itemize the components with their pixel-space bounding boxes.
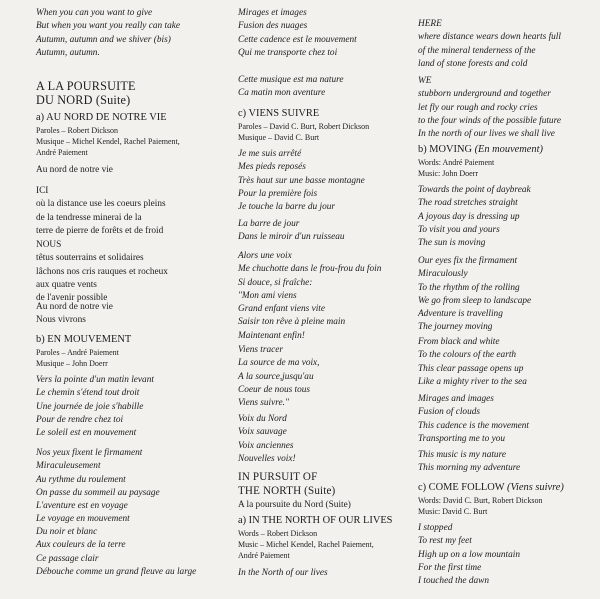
text-line: Musique – David C. Burt — [238, 133, 320, 143]
text-line: A LA POURSUITE — [36, 79, 136, 93]
text-line: Nouvelles voix! — [238, 453, 296, 464]
text-line: Music: John Doerr — [418, 169, 478, 179]
verse — [238, 413, 296, 466]
text-line: This clear passage opens up — [418, 363, 524, 374]
text-line: let fly our rough and rocky cries — [418, 102, 538, 113]
text-line: In the North of our lives — [238, 568, 328, 578]
text-line: HERE — [418, 19, 442, 29]
text-line: "Mon ami viens — [238, 290, 297, 301]
verse — [238, 74, 344, 101]
text-line: Le chemin s'étend tout droit — [36, 388, 140, 399]
text-line: Ca matin mon aventure — [238, 88, 326, 99]
text-line: This cadence is the movement — [418, 420, 530, 431]
verse — [418, 336, 527, 389]
text-line: WE — [418, 76, 432, 86]
text-line: Autumn, autumn. — [36, 47, 100, 58]
song-heading-line — [418, 143, 543, 156]
text-line: Mirages et images — [238, 8, 307, 18]
song-heading — [418, 481, 564, 494]
text-line: Miraculously — [418, 269, 468, 280]
section-title-en — [238, 471, 335, 498]
text-line: lâchons nos cris rauques et rocheux — [36, 266, 168, 277]
verse — [36, 164, 113, 177]
text-line: Je touche la barre du jour — [238, 202, 335, 213]
verse — [36, 239, 168, 305]
text-line: Autumn, autumn and we shiver (bis) — [36, 34, 171, 45]
verse — [238, 344, 320, 410]
text-line: To the rhythm of the rolling — [418, 282, 520, 293]
text-line: To rest my feet — [418, 536, 472, 547]
text-line: land of stone forests and cold — [418, 58, 528, 69]
text-line: Adventure is travelling — [418, 309, 503, 320]
text-line: Débouche comme un grand fleuve au large — [36, 566, 197, 577]
text-line: THE NORTH (Suite) — [238, 484, 336, 497]
text-line: Dans le miroir d'un ruisseau — [238, 232, 345, 243]
text-line: Si douce, si fraîche: — [238, 277, 313, 288]
text-line: Musique – John Doerr — [36, 359, 108, 369]
text-line: Cette cadence est le mouvement — [238, 34, 357, 45]
text-line: Je me suis arrêté — [238, 149, 302, 159]
song-heading — [36, 333, 131, 346]
text-line: Saisir ton rêve à pleine main — [238, 317, 346, 328]
text-line: A joyous day is dressing up — [418, 211, 520, 222]
text-line: Paroles – André Paiement — [36, 348, 119, 357]
text-line: Coeur de nous tous — [238, 384, 311, 395]
song-heading-text: a) AU NORD DE NOTRE VIE — [36, 112, 167, 123]
text-line: André Paiement — [36, 148, 88, 158]
song-heading-subtitle: (Viens suivre) — [507, 482, 564, 493]
song-heading-subtitle: (En mouvement) — [474, 144, 543, 155]
text-line: Une journée de joie s'habille — [36, 401, 144, 412]
text-line: Paroles – David C. Burt, Robert Dickson — [238, 122, 370, 131]
text-line: High up on a low mountain — [418, 549, 521, 560]
text-line: Le soleil est en mouvement — [36, 428, 137, 439]
song-heading-text: c) VIENS SUIVRE — [238, 108, 320, 119]
text-line: Très haut sur une basse montagne — [238, 175, 365, 186]
text-line: Transporting me to you — [418, 433, 506, 444]
text-line: André Paiement — [238, 551, 290, 561]
song-heading — [238, 514, 392, 527]
song-credits — [36, 125, 180, 158]
verse-autumn — [36, 7, 180, 60]
verse — [238, 7, 357, 60]
verse — [36, 526, 196, 579]
text-line: On passe du sommeil au paysage — [36, 487, 160, 498]
verse — [418, 184, 531, 250]
text-line: terre de pierre de forêts et de froid — [36, 225, 164, 236]
text-line: The road stretches straight — [418, 198, 518, 209]
text-line: Fusion of clouds — [418, 407, 480, 418]
text-line: to the four winds of the possible future — [418, 115, 561, 126]
text-line: Words: David C. Burt, Robert Dickson — [418, 496, 543, 505]
text-line: Mirages and images — [418, 394, 494, 404]
section-subtitle-text: A la poursuite du Nord (Suite) — [238, 500, 351, 510]
text-line: Alors une voix — [238, 251, 292, 261]
verse — [238, 567, 328, 580]
text-line: ICI — [36, 186, 49, 196]
text-line: Nos yeux fixent le firmament — [36, 448, 143, 458]
song-credits — [238, 121, 369, 143]
text-line: Me chuchotte dans le frou-frou du foin — [238, 264, 382, 275]
song-credits — [418, 495, 542, 517]
text-line: Towards the point of daybreak — [418, 185, 531, 195]
verse — [36, 185, 166, 238]
text-line: Cette musique est ma nature — [238, 75, 344, 85]
text-line: of the mineral tenderness of the — [418, 45, 536, 56]
text-line: We go from sleep to landscape — [418, 295, 532, 306]
text-line: Music: David C. Burt — [418, 507, 488, 517]
song-heading-line — [418, 481, 564, 494]
text-line: For the first time — [418, 562, 482, 573]
verse — [418, 449, 520, 476]
verse — [238, 250, 381, 343]
text-line: de la tendresse minerai de la — [36, 212, 142, 223]
text-line: Au nord de notre vie — [36, 302, 113, 312]
text-line: Voix anciennes — [238, 440, 294, 451]
song-credits — [36, 347, 119, 369]
verse — [418, 522, 520, 588]
text-line: This music is my nature — [418, 450, 506, 460]
text-line: Miraculeusement — [36, 461, 101, 472]
verse — [418, 75, 561, 141]
text-line: The sun is moving — [418, 238, 486, 249]
text-line: où la distance use les coeurs pleins — [36, 199, 166, 210]
verse — [418, 393, 529, 446]
verse — [36, 447, 160, 527]
text-line: Viens tracer — [238, 345, 284, 355]
text-line: A la source,jusqu'au — [238, 371, 314, 382]
text-line: Music – Michel Kendel, Rachel Paiement, — [238, 540, 374, 550]
song-heading-text: a) IN THE NORTH OF OUR LIVES — [238, 515, 393, 526]
text-line: Words: André Paiement — [418, 158, 495, 167]
text-line: When you can you want to give — [36, 8, 153, 18]
verse — [36, 374, 154, 440]
text-line: Qui me transporte chez toi — [238, 47, 338, 58]
text-line: This morning my adventure — [418, 463, 521, 474]
section-subtitle — [238, 499, 351, 512]
text-line: Maintenant enfin! — [238, 330, 305, 341]
song-heading — [418, 143, 543, 156]
text-line: To the colours of the earth — [418, 350, 517, 361]
text-line: I stopped — [418, 523, 453, 533]
text-line: Fusion des nuages — [238, 21, 308, 32]
text-line: têtus souterrains et solidaires — [36, 253, 144, 264]
text-line: Au rythme du roulement — [36, 474, 126, 485]
text-line: Like a mighty river to the sea — [418, 376, 527, 387]
text-line: Aux couleurs de la terre — [36, 540, 126, 551]
text-line: Our eyes fix the firmament — [418, 256, 518, 266]
text-line: Viens suivre." — [238, 398, 289, 409]
text-line: Mes pieds reposés — [238, 162, 306, 173]
song-heading — [238, 107, 319, 120]
text-line: Ce passage clair — [36, 553, 99, 564]
song-heading-text: c) COME FOLLOW — [418, 482, 505, 493]
text-line: To visit you and yours — [418, 224, 500, 235]
verse — [418, 18, 561, 71]
text-line: La source de ma voix, — [238, 358, 320, 369]
verse — [238, 148, 365, 214]
text-line: IN PURSUIT OF — [238, 471, 318, 483]
text-line: de l'avenir possible — [36, 293, 108, 304]
text-line: From black and white — [418, 337, 500, 347]
text-line: Nous vivrons — [36, 315, 86, 326]
text-line: Words – Robert Dickson — [238, 529, 318, 538]
verse — [238, 218, 345, 245]
text-line: stubborn underground and together — [418, 89, 551, 100]
text-line: aux quatre vents — [36, 279, 97, 290]
text-line: Musique – Michel Kendel, Rachel Paiement, — [36, 137, 180, 147]
verse — [418, 255, 531, 335]
verse — [36, 301, 113, 328]
text-line: Vers la pointe d'un matin levant — [36, 375, 154, 385]
song-heading-text: b) EN MOUVEMENT — [36, 334, 132, 345]
text-line: Pour de rendre chez toi — [36, 414, 124, 425]
text-line: L'aventure est en voyage — [36, 501, 128, 512]
text-line: The journey moving — [418, 322, 493, 333]
text-line: Paroles – Robert Dickson — [36, 126, 118, 135]
song-heading-text: b) MOVING — [418, 144, 472, 155]
text-line: I touched the dawn — [418, 576, 490, 587]
text-line: NOUS — [36, 240, 62, 250]
text-line: In the north of our lives we shall live — [418, 129, 555, 140]
song-heading — [36, 111, 167, 124]
text-line: Voix du Nord — [238, 414, 287, 424]
text-line: Du noir et blanc — [36, 527, 98, 537]
text-line: Pour la première fois — [238, 188, 318, 199]
text-line: But when you want you really can take — [36, 21, 180, 32]
text-line: Le voyage en mouvement — [36, 514, 130, 525]
song-credits — [418, 157, 494, 179]
song-credits — [238, 528, 374, 561]
text-line: Voix sauvage — [238, 427, 287, 438]
text-line: Au nord de notre vie — [36, 165, 113, 175]
text-line: where distance wears down hearts full — [418, 32, 561, 43]
text-line: DU NORD (Suite) — [36, 93, 131, 108]
text-line: La barre de jour — [238, 219, 300, 229]
text-line: Grand enfant viens vite — [238, 304, 326, 315]
section-title-fr — [36, 79, 136, 108]
